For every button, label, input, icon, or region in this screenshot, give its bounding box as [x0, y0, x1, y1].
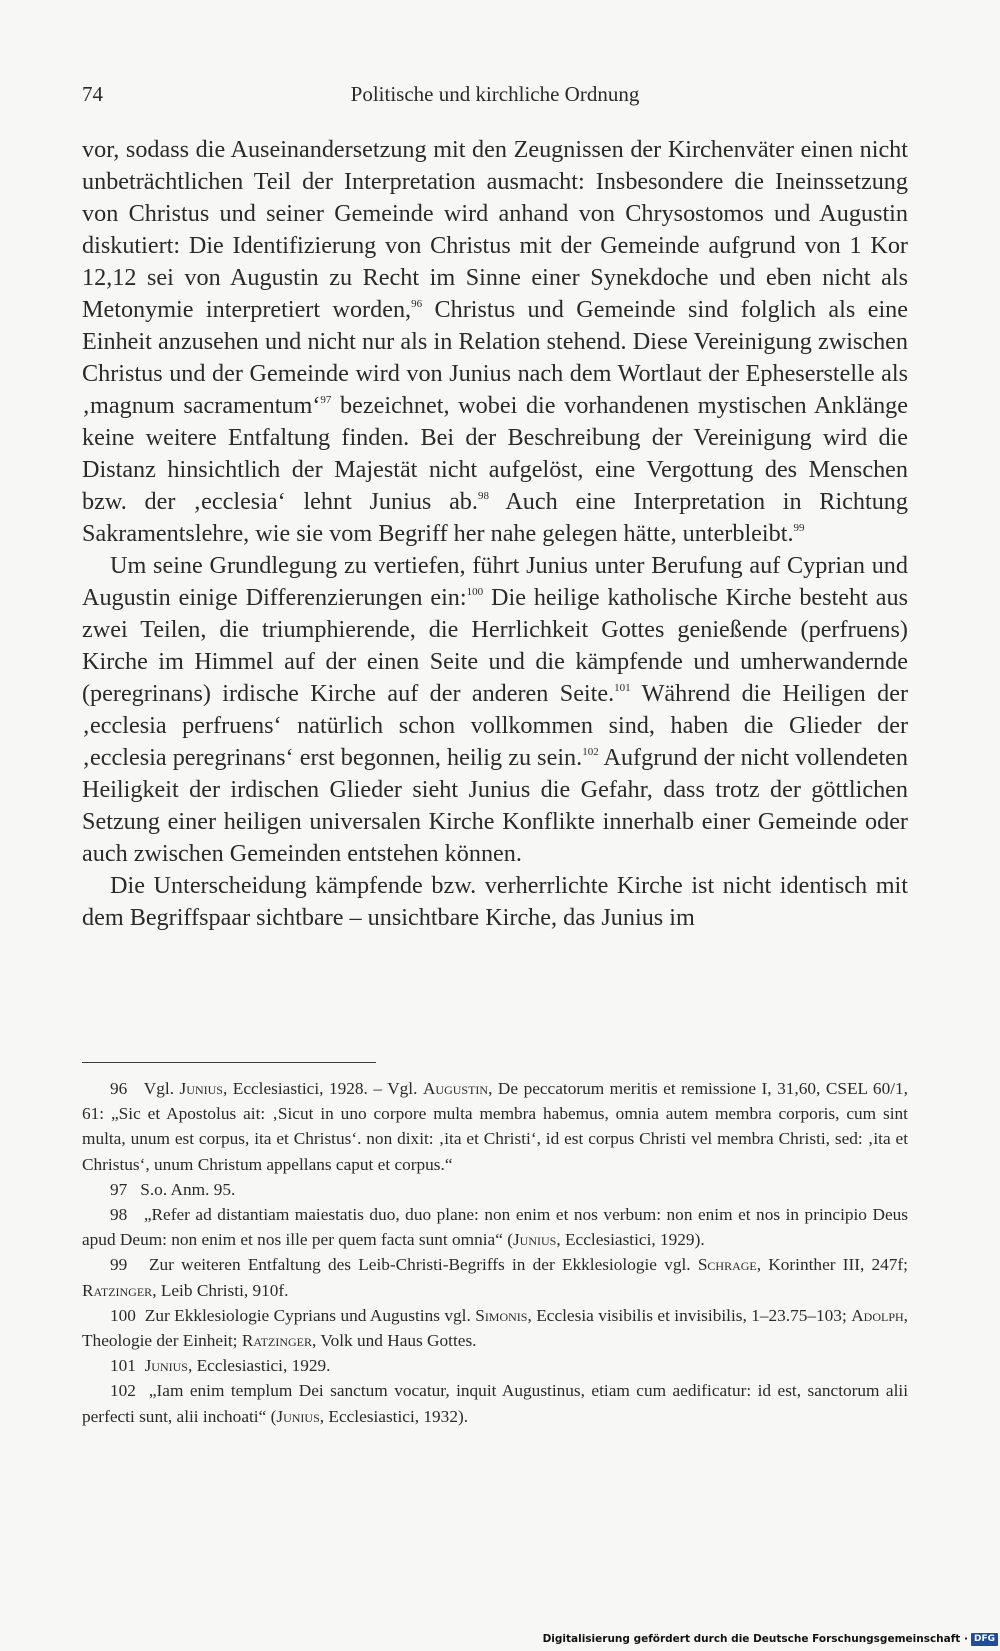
footnote-number: 100: [110, 1305, 136, 1325]
author-name: Schrage: [697, 1255, 757, 1275]
main-text: [82, 134, 908, 934]
footnote-text: Vgl.: [143, 1079, 180, 1098]
running-title: Politische und kirchliche Ordnung: [350, 82, 640, 106]
footnote-text: , Ecclesiastici, 1929).: [556, 1230, 705, 1250]
footnote-number: 98: [110, 1205, 128, 1225]
footnote-ref-102[interactable]: 102: [582, 746, 599, 758]
footnote-99: [82, 1252, 908, 1302]
paragraph-1: [82, 134, 908, 550]
footnote-number: 99: [110, 1255, 128, 1275]
paragraph-text: Die heilige katholische Kirche besteht aus zwei Teilen, die triumphierende, die Herrlichkeit Gottes genießende (perfruens) Kirche im Himmel auf der einen Seite und die kämpfende und umherwandernde (peregrinans) irdische Kirche auf der anderen Seite.: [82, 584, 908, 707]
paragraph-3: Die Unterscheidung kämpfende bzw. verherrlichte Kirche ist nicht identisch mit dem Begriffspaar sichtbare – unsichtbare Kirche, das Junius im: [82, 872, 908, 931]
footnote-text: , Theologie der Einheit;: [82, 1305, 908, 1351]
dfg-logo: DFG: [971, 1633, 998, 1646]
paragraph-text: Um seine Grundlegung zu vertiefen, führt Junius unter Berufung auf Cyprian und Augustin einige Differenzierungen ein:: [82, 552, 908, 611]
footnote-text: Zur weiteren Entfaltung des Leib-Christi-Begriffs in der Ekklesiologie vgl.: [148, 1255, 698, 1275]
author-name: Ratzinger: [82, 1280, 153, 1300]
paragraph-text: Aufgrund der nicht vollendeten Heiligkeit der irdischen Glieder sieht Junius die Gefahr, dass trotz der göttlichen Setzung einer heiligen universalen Kirche Konflikte innerhalb einer Gemeinde oder auch zwischen Gemeinden entstehen können.: [82, 744, 909, 867]
paragraph-2: [82, 550, 908, 870]
footnote-text: , Ecclesiastici, 1932).: [319, 1406, 469, 1426]
author-name: Ratzinger: [241, 1331, 312, 1351]
author-name: Adolph: [851, 1305, 904, 1325]
footnote-text: , De peccatorum meritis et remissione I, 31,60, CSEL 60/1, 61: „Sic et Apostolus ait: ‚Sicut in uno corpore multa membra habemus, omnia autem membra corporis, cum sint multa, unum est corpus, ita et Christus‘. non dixit: ‚ita et Christi‘, id est corpus Christi vel membra Christi, sed: ‚ita et Christus‘, unum Christum appellans caput et corpus.“: [82, 1079, 908, 1174]
footnote-text: , Korinther III, 247f;: [756, 1255, 908, 1275]
footnotes: [82, 1076, 908, 1429]
footnote-ref-98[interactable]: 98: [477, 490, 489, 502]
footnote-number: 97: [110, 1179, 128, 1199]
footnote-102: [82, 1378, 908, 1428]
paragraph-text: vor, sodass die Auseinandersetzung mit den Zeugnissen der Kirchenväter einen nicht unbeträchtlichen Teil der Interpretation ausmacht: Insbesondere die Ineinssetzung von Christus und seiner Gemeinde wird anhand von Chrysostomos und Augustin diskutiert: Die Identifizierung von Christus mit der Gemeinde aufgrund von 1 Kor 12,12 sei von Augustin zu Recht im Sinne einer Synekdoche und eben nicht als Metonymie interpretiert worden,: [82, 136, 908, 323]
footnote-text: S.o. Anm. 95.: [140, 1179, 236, 1199]
paragraph-text: Auch eine Interpretation in Richtung Sakramentslehre, wie sie vom Begriff her nahe gelegen hätte, unterbleibt.: [82, 488, 908, 547]
footnote-101: [82, 1353, 908, 1378]
footnote-text: Zur Ekklesiologie Cyprians und Augustins vgl.: [144, 1305, 476, 1325]
footnote-97: [82, 1177, 908, 1202]
page-number: 74: [82, 82, 103, 106]
footnote-text: „Iam enim templum Dei sanctum vocatur, inquit Augustinus, etiam cum aedificatur: id est, sanctorum alii perfecti sunt, alii inchoati“ (: [82, 1381, 909, 1426]
author-name: Augustin: [422, 1079, 489, 1098]
author-name: Junius: [144, 1356, 188, 1376]
footnote-ref-99[interactable]: 99: [793, 522, 805, 534]
author-name: Simonis: [475, 1305, 528, 1325]
paragraph-text: Während die Heiligen der ‚ecclesia perfruens‘ natürlich schon vollkommen sind, haben die Glieder der ‚ecclesia peregrinans‘ erst begonnen, heilig zu sein.: [82, 680, 908, 771]
author-name: Junius: [276, 1406, 320, 1426]
footnote-ref-101[interactable]: 101: [614, 682, 631, 694]
footnote-divider: [82, 1062, 376, 1063]
footnote-text: , Ecclesia visibilis et invisibilis, 1–23.75–103;: [527, 1305, 852, 1325]
footnote-text: , Ecclesiastici, 1928. – Vgl.: [222, 1079, 423, 1098]
footnote-100: [82, 1303, 908, 1353]
footnote-number: 102: [110, 1381, 136, 1401]
footnote-text: , Volk und Haus Gottes.: [312, 1331, 477, 1351]
footnote-ref-100[interactable]: 100: [466, 586, 484, 598]
footnote-ref-97[interactable]: 97: [320, 394, 332, 406]
author-name: Junius: [179, 1079, 223, 1098]
footnote-number: 101: [110, 1356, 136, 1376]
footnote-ref-96[interactable]: 96: [411, 298, 423, 310]
paragraph-text: bezeichnet, wobei die vorhandenen mystischen Anklänge keine weitere Entfaltung finden. Bei der Beschreibung der Vereinigung wird die Distanz hinsichtlich der Majestät nicht aufgelöst, eine Vergottung des Menschen bzw. der ‚ecclesia‘ lehnt Junius ab.: [82, 392, 908, 515]
digitization-funding-note: [543, 1631, 998, 1647]
footnote-96: [82, 1076, 908, 1177]
paragraph-text: Christus und Gemeinde sind folglich als eine Einheit anzusehen und nicht nur als in Relation stehend. Diese Vereinigung zwischen Christus und der Gemeinde wird von Junius nach dem Wortlaut der Epheserstelle als ‚magnum sacramentum‘: [82, 296, 908, 419]
footnote-98: [82, 1202, 908, 1252]
footnote-text: , Ecclesiastici, 1929.: [187, 1356, 331, 1376]
author-name: Junius: [512, 1230, 557, 1250]
page-header: [82, 82, 908, 116]
footnote-text: , Leib Christi, 910f.: [152, 1280, 289, 1300]
footnote-number: 96: [110, 1079, 128, 1098]
funding-text: Digitalisierung gefördert durch die Deutsche Forschungsgemeinschaft ·: [542, 1633, 968, 1645]
footnote-text: „Refer ad distantiam maiestatis duo, duo plane: non enim et nos verbum: non enim et nos in principio Deus apud Deum: non enim et nos ille per quem facta sunt omnia“ (: [82, 1205, 908, 1250]
